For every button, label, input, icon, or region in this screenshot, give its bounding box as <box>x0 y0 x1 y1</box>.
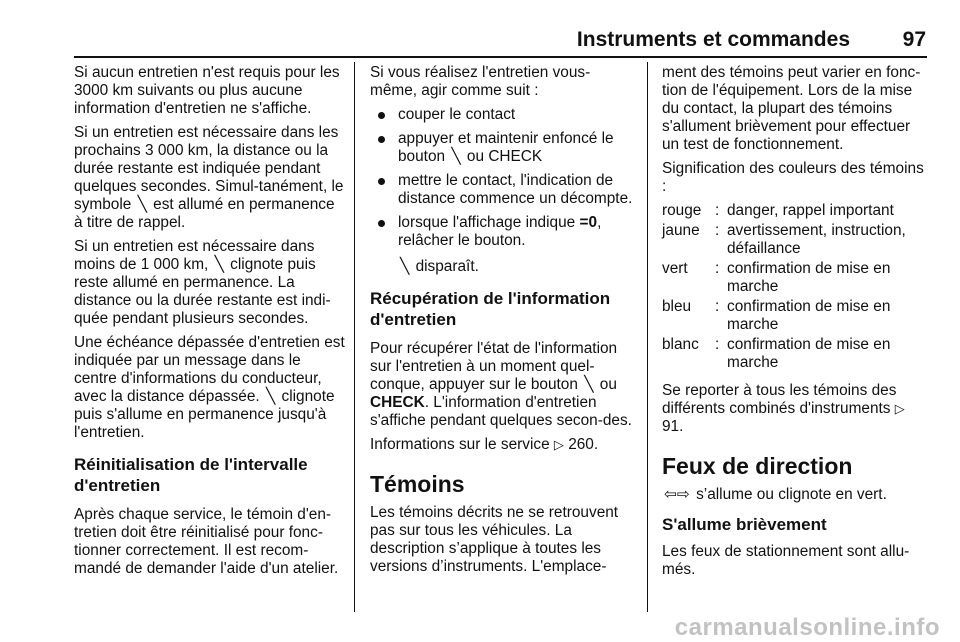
paragraph: ment des témoins peut varier en fonc-tion de l'équipement. Lors de la mise du contact, la plupart des témoins s'allument brièvement pour effectuer un test de fonctionnement. <box>662 64 921 153</box>
table-cell-meaning: danger, rappel important <box>727 202 894 219</box>
triangle-reference-icon: ▷ <box>894 401 905 416</box>
table-cell-name: blanc <box>662 336 699 353</box>
paragraph: Si un entretien est nécessaire dans les prochains 3 000 km, la distance ou la durée restante est indiquée pendant quelques secondes. Simul-tanément, le symbole ╲ est allumé en permanence à titre de rappel. <box>74 124 344 231</box>
column-divider-1 <box>354 62 355 612</box>
list-item: lorsque l'affichage indique =0, relâcher le bouton. <box>370 214 635 250</box>
paragraph: Si un entretien est nécessaire dans moins de 1 000 km, ╲ clignote puis reste allumé en permanence. La distance ou la durée restante est indi-quée pendant plusieurs secondes. <box>74 238 331 327</box>
table-cell-name: jaune <box>662 222 700 239</box>
wrench-icon: ╲ <box>400 258 410 275</box>
subsection-heading-brief: S'allume brièvement <box>662 515 827 534</box>
table-cell-name: bleu <box>662 298 692 315</box>
table-cell-name: rouge <box>662 202 702 219</box>
paragraph: Si aucun entretien n'est requis pour les 3000 km suivants ou plus aucune information d'entretien ne s'affiche. <box>74 64 340 117</box>
paragraph: Une échéance dépassée d'entretien est indiquée par un message dans le centre d'informations du conducteur, avec la distance dépassée. ╲ clignote puis s'allume en permanence jusqu'à l'entretien. <box>74 334 345 441</box>
wrench-icon: ╲ <box>214 256 224 273</box>
section-heading-recuperation: Récupération de l'information d'entretien <box>370 289 611 329</box>
watermark-text: carmanualsonline.info <box>674 614 940 641</box>
paragraph: ╲ disparaît. <box>400 258 479 275</box>
paragraph: Pour récupérer l'état de l'information sur l'entretien à un moment quel-conque, appuyer sur le bouton ╲ ou CHECK. L'information d'entretien s'affiche pendant quelques secon-des. <box>370 340 632 429</box>
table-cell-meaning: confirmation de mise en marche <box>727 260 891 295</box>
table-cell-sep: : <box>715 298 720 315</box>
triangle-reference-icon: ▷ <box>553 437 564 452</box>
table-row <box>662 222 930 260</box>
section-heading-reset: Réinitialisation de l'intervalle d'entretien <box>74 455 308 495</box>
table-cell-sep: : <box>715 336 720 353</box>
table-row <box>662 298 930 336</box>
header-rule <box>74 56 927 58</box>
paragraph: Signification des couleurs des témoins : <box>662 160 924 195</box>
table-cell-sep: : <box>715 260 720 277</box>
table-cell-meaning: confirmation de mise en marche <box>727 298 891 333</box>
column-1 <box>74 64 346 584</box>
list-item: appuyer et maintenir enfoncé le bouton ╲ ou CHECK <box>370 130 635 166</box>
column-2 <box>370 64 635 582</box>
wrench-icon: ╲ <box>451 148 461 165</box>
paragraph: Si vous réalisez l'entretien vous-même, agir comme suit : <box>370 64 591 99</box>
paragraph: Les feux de stationnement sont allu-més. <box>662 543 910 578</box>
table-row <box>662 260 930 298</box>
table-cell-meaning: confirmation de mise en marche <box>727 336 891 371</box>
color-meaning-table <box>662 202 930 374</box>
page-title: Instruments et commandes <box>576 28 850 51</box>
column-3 <box>662 64 930 585</box>
turn-signal-arrows-icon: ⇦⇨ <box>664 486 690 503</box>
column-divider-2 <box>647 62 648 612</box>
paragraph: Après chaque service, le témoin d'en-tretien doit être réinitialisé pour fonc-tionner correctement. Il est recom-mandé de demander l'aide d'un atelier. <box>74 506 339 577</box>
wrench-icon: ╲ <box>584 376 594 393</box>
paragraph: Se reporter à tous les témoins des différents combinés d'instruments ▷ 91. <box>662 382 905 435</box>
steps-list <box>370 106 635 250</box>
wrench-icon: ╲ <box>265 388 276 405</box>
table-cell-sep: : <box>715 222 720 239</box>
section-heading-feux: Feux de direction <box>662 453 853 479</box>
paragraph: Informations sur le service ▷ 260. <box>370 436 599 453</box>
table-row <box>662 202 930 222</box>
section-heading-temoins: Témoins <box>370 471 465 497</box>
wrench-icon: ╲ <box>137 196 147 213</box>
table-cell-name: vert <box>662 260 688 277</box>
paragraph: Les témoins décrits ne se retrouvent pas sur tous les véhicules. La description s’applique à toutes les versions d’instruments. L'emplace- <box>370 504 619 575</box>
paragraph: ⇦⇨ s’allume ou clignote en vert. <box>664 486 887 503</box>
list-item: couper le contact <box>370 106 635 124</box>
list-item: mettre le contact, l'indication de distance commence un décompte. <box>370 172 635 208</box>
table-cell-meaning: avertissement, instruction, défaillance <box>727 222 906 257</box>
table-cell-sep: : <box>715 202 720 219</box>
page-number: 97 <box>902 28 926 51</box>
table-row <box>662 336 930 374</box>
